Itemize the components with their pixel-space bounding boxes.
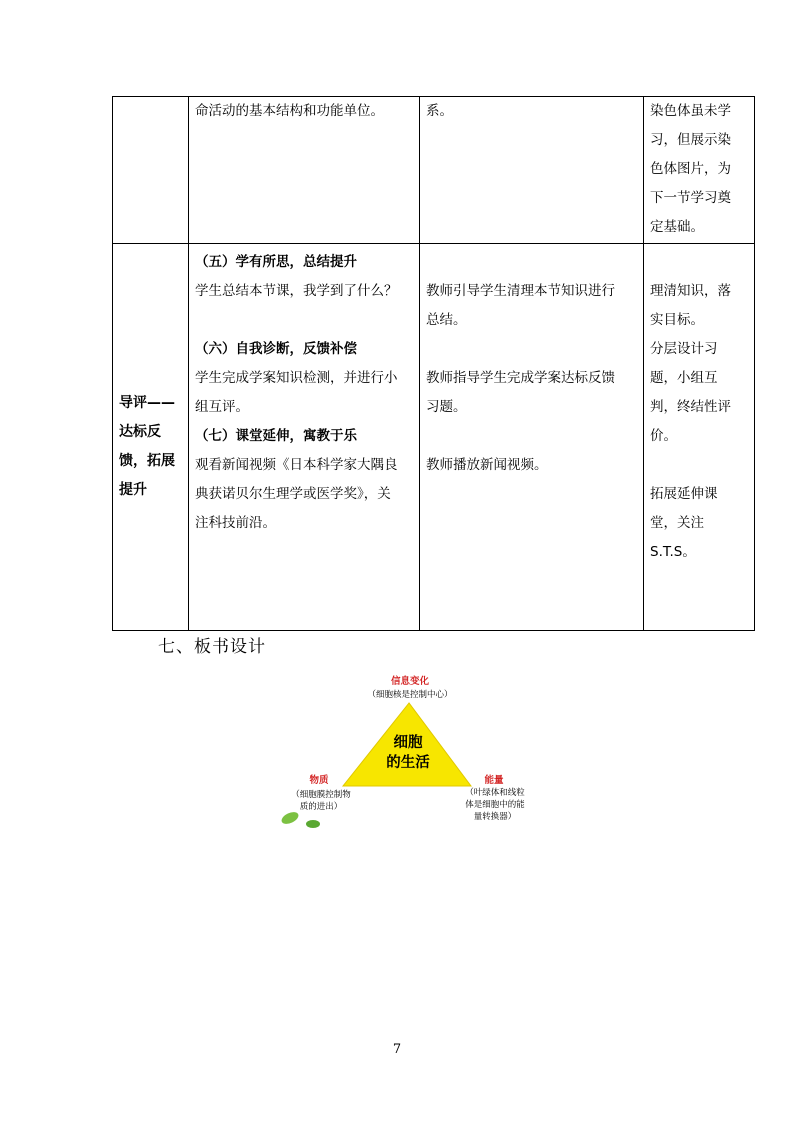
intent-line: 下一节学习奠: [650, 190, 731, 206]
step7-text-line: 典获诺贝尔生理学或医学奖》，关: [195, 486, 391, 502]
left-label: 物质: [309, 775, 329, 786]
stage-line: 导评——: [119, 395, 175, 411]
step6-title: （六）自我诊断，反馈补偿: [195, 341, 357, 357]
intent-line: 分层设计习: [650, 341, 718, 357]
intent-line: 判，终结性评: [650, 399, 731, 415]
leaf-icon: [306, 820, 320, 828]
spacer: [426, 335, 637, 364]
left-note-line: （细胞膜控制物: [291, 790, 351, 800]
intent-line: 题，小组互: [650, 370, 718, 386]
step7-text-line: 注科技前沿。: [195, 515, 276, 531]
lesson-plan-table: [112, 96, 755, 631]
left-note-line: 质的进出）: [299, 802, 343, 812]
top-label: 信息变化: [390, 676, 430, 687]
step6-text-line: 学生完成学案知识检测，并进行小: [195, 370, 398, 386]
teacher-line: 教师指导学生完成学案达标反馈: [426, 370, 615, 386]
stage-line: 达标反: [119, 424, 161, 440]
top-note: （细胞核是控制中心）: [367, 690, 453, 700]
teacher-activity-cell: [420, 97, 644, 244]
right-note-line: 量转换器）: [473, 812, 517, 822]
board-design-diagram: [281, 669, 539, 829]
center-title-line1: 细胞: [393, 735, 423, 751]
step7-title: （七）课堂延伸，寓教于乐: [195, 428, 357, 444]
section-title: 七、板书设计: [158, 637, 266, 657]
intent-line: 理清知识，落: [650, 283, 731, 299]
intent-line: 实目标。: [650, 312, 704, 328]
teacher-line: 总结。: [426, 312, 467, 328]
step5-text: 学生总结本节课，我学到了什么？: [195, 283, 398, 299]
intent-line: 定基础。: [650, 219, 704, 235]
right-note-line: （叶绿体和线粒: [465, 788, 525, 798]
center-title-line2: 的生活: [386, 755, 430, 771]
stage-line: 馈，拓展: [119, 453, 175, 469]
student-activity-text: 命活动的基本结构和功能单位。: [195, 103, 384, 119]
teacher-line: 教师引导学生清理本节知识进行: [426, 283, 615, 299]
right-label: 能量: [484, 775, 504, 786]
intent-line: 染色体虽未学: [650, 103, 731, 119]
intent-line: S.T.S。: [650, 544, 696, 560]
stage-cell: [113, 97, 189, 244]
intent-line: 习，但展示染: [650, 132, 731, 148]
student-activity-cell: [189, 97, 420, 244]
stage-line: 提升: [119, 482, 147, 498]
student-activity-cell: [189, 244, 420, 631]
teacher-activity-cell: [420, 244, 644, 631]
table-row: [113, 97, 755, 244]
step6-text-line: 组互评。: [195, 399, 249, 415]
intent-line: 拓展延伸课: [650, 486, 718, 502]
intent-line: 价。: [650, 428, 677, 444]
teacher-line: 习题。: [426, 399, 467, 415]
spacer: [426, 422, 637, 451]
page-number: 7: [392, 1042, 402, 1057]
stage-cell: [113, 244, 189, 631]
spacer: [650, 451, 748, 480]
step7-text-line: 观看新闻视频《日本科学家大隅良: [195, 457, 398, 473]
teacher-line: 教师播放新闻视频。: [426, 457, 548, 473]
design-intent-cell: [644, 244, 755, 631]
step5-title: （五）学有所思，总结提升: [195, 254, 357, 270]
intent-line: 色体图片，为: [650, 161, 731, 177]
design-intent-cell: [644, 97, 755, 244]
intent-line: 堂，关注: [650, 515, 704, 531]
table-row: [113, 244, 755, 631]
right-note-line: 体是细胞中的能: [465, 800, 525, 810]
spacer: [195, 306, 413, 335]
teacher-activity-text: 系。: [426, 103, 453, 119]
